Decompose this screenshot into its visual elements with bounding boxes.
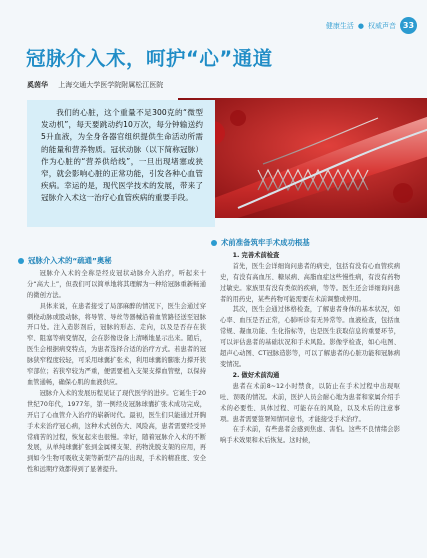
paragraph: 首先，医生会详细询问患者的病史，包括有没有心血管疾病史，有没有高血压、糖尿病、高脂血症这些慢性病，有没有药物过敏史。家族里有没有类似的疾病，等等。医生还会详细询问患者的用药史，某些药物可能需要在术前调整或停用。 [220,262,400,303]
intro-text: 我们的心脏，这个重量不足300克的“微型发动机”，每天要跳动约10万次，每分钟输送约5升血液，为全身各器官组织提供生命活动所需的能量和营养物质。冠状动脉（以下简称冠脉）作为心脏的“营养供给线”，一旦出现堵塞或狭窄，就会影响心脏的正常功能，引发各种心血管疾病。幸运的是，现代医学技术的发展，带来了冠脉介入术这一治疗心血管疾病的重要手段。 [41,108,203,203]
left-heading-text: 冠脉介入术的“疏通”奥秘 [28,256,112,265]
author-affiliation: 上海交通大学医学院附属松江医院 [58,81,164,89]
bullet-icon [18,258,24,264]
paragraph: 具体来说，在患者接受了局部麻醉的情况下，医生会通过穿刺桡动脉或股动脉，将导管、导丝等器械沿着血管路径送至冠脉开口处。注入造影剂后，冠脉的形态、走向，以及是否存在狭窄、阻塞等病变情况，会在影像设备上清晰地显示出来。随后，医生会根据病变特点，为患者选择合适的治疗方式。若患者的冠脉狭窄程度较轻，可采用球囊扩张术，利用球囊的膨胀力撑开狭窄部位；若狭窄较为严重，便需要植入支架支撑血管壁，以保持血管通畅，确保心肌的血液供应。 [27,302,206,386]
paragraph: 患者在术前8~12小时禁食，以防止在手术过程中出现呕吐、误吸的情况。术前，医护人员会耐心地为患者和家属介绍手术的必要性、具体过程、可能存在的风险，以及术后的注意事项。患者需要签署知情同意书，才能接受手术治疗。 [220,382,400,423]
paragraph: 冠脉介入术的全称是经皮冠状动脉介入治疗，听起来十分“高大上”，但我们可以简单地将其理解为一种给冠脉重新畅通的微创方法。 [27,269,206,299]
subheading: 2. 做好术前沟通 [232,371,280,379]
blood-vessel-stent-image [178,98,427,218]
paragraph: 在手术前，有些患者会感到焦虑、害怕。这些不良情绪会影响手术效果和术后恢复。这时候， [220,426,400,445]
left-section-heading [18,256,206,267]
page-header [326,17,417,34]
subsection-label: 权威声音 [368,21,396,30]
page-number-badge: 33 [400,17,417,34]
paragraph: 其次，医生会通过体格检查，了解患者身体的基本状况，如心率、血压是否正常，心肺听诊有无异常等。血液检查，包括血常规、凝血功能、生化指标等，也是医生获取信息的重要环节，可以评估患者的基础状况和手术风险。影像学检查，如心电图、超声心动图、CT冠脉造影等，可以了解患者的心脏功能和冠脉病变情况。 [220,306,400,368]
right-heading-text: 术前准备筑牢手术成功根基 [221,238,310,247]
section-label: 健康生活 [325,21,354,30]
byline [27,80,163,90]
left-column [27,256,206,476]
hero-illustration [178,98,427,218]
author-name: 奚茵华 [27,81,48,89]
subheading: 1. 完善术前检查 [232,251,280,259]
bullet-icon [211,240,217,246]
right-column [220,238,400,447]
article-title: 冠脉介入术，呵护“心”通道 [26,47,273,70]
intro-box [27,100,215,227]
paragraph: 冠脉介入术的发展历程见证了现代医学的进步。它诞生于20世纪70年代，1977年，第一例经皮冠脉球囊扩张术成功完成，开启了心血管介入治疗的崭新时代。最初，医生们只能通过开胸手术来治疗冠心病，这种术式创伤大、风险高，患者需要经受异常痛苦的过程，恢复起来也很慢。幸好，随着冠脉介入术的不断发展，从单纯球囊扩张到金属裸支架、药物洗脱支架的应用，再到如今生物可吸收支架等新型产品的出现，手术的精准度、安全性和远期疗效都得到了显著提升。 [27,389,206,474]
right-section-heading [211,238,400,249]
separator-dot: ● [357,21,364,30]
